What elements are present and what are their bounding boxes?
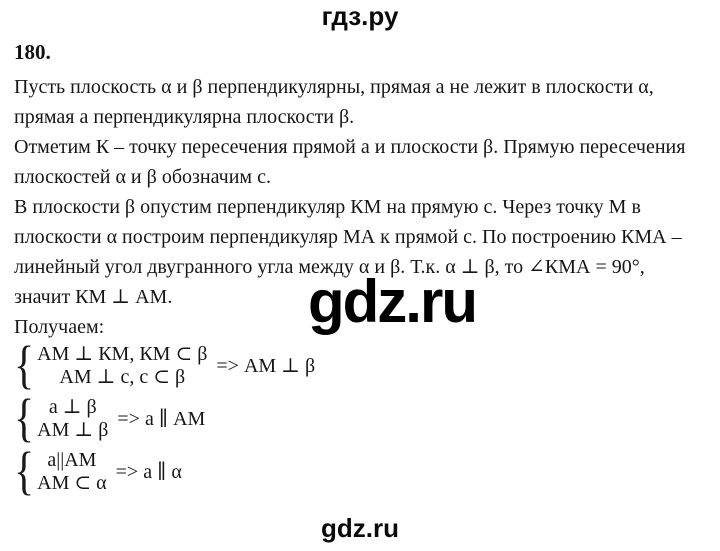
equation-system-1 bbox=[14, 337, 514, 395]
problem-number: 180. bbox=[14, 40, 51, 64]
system-row: АМ ⊥ β bbox=[37, 419, 109, 441]
equation-system-2 bbox=[14, 390, 514, 448]
system-row: АМ ⊥ КМ, КМ ⊂ β bbox=[37, 343, 208, 365]
system-rows bbox=[37, 396, 108, 442]
system-conclusion: => АМ ⊥ β bbox=[216, 354, 316, 377]
system-row: a||АМ bbox=[47, 449, 97, 471]
system-rows bbox=[37, 449, 106, 495]
footer-watermark: gdz.ru bbox=[321, 513, 399, 543]
system-row: АМ ⊂ α bbox=[37, 472, 107, 494]
left-brace: { bbox=[14, 390, 35, 448]
text-line: Отметим К – точку пересечения прямой а и плоскости β. Прямую пересечения bbox=[14, 136, 686, 158]
text-line: плоскостей α и β обозначим с. bbox=[14, 166, 271, 188]
site-header-watermark: гдз.ру bbox=[321, 1, 399, 31]
text-line: Получаем: bbox=[14, 316, 105, 338]
system-row: АМ ⊥ с, с ⊂ β bbox=[59, 366, 186, 388]
center-watermark: gdz.ru bbox=[308, 268, 476, 335]
system-row: a ⊥ β bbox=[48, 396, 97, 418]
system-rows bbox=[37, 343, 207, 389]
text-line: Пусть плоскость α и β перпендикулярны, прямая а не лежит в плоскости α, bbox=[14, 76, 654, 98]
text-line: плоскости α построим перпендикуляр МА к прямой с. По построению КМА – bbox=[14, 226, 682, 248]
system-conclusion: => a ∥ АМ bbox=[117, 407, 206, 430]
system-conclusion: => a ∥ α bbox=[115, 460, 182, 483]
text-line: линейный угол двугранного угла между α и β. Т.к. α ⊥ β, то ∠КМА = 90°, bbox=[14, 256, 645, 278]
left-brace: { bbox=[14, 443, 35, 501]
text-line: В плоскости β опустим перпендикуляр КМ на прямую с. Через точку М в bbox=[14, 196, 641, 218]
text-line: прямая а перпендикулярна плоскости β. bbox=[14, 106, 355, 128]
left-brace: { bbox=[14, 337, 35, 395]
equation-systems bbox=[14, 337, 514, 502]
equation-system-3 bbox=[14, 443, 514, 501]
text-line: значит КМ ⊥ АМ. bbox=[14, 286, 173, 308]
